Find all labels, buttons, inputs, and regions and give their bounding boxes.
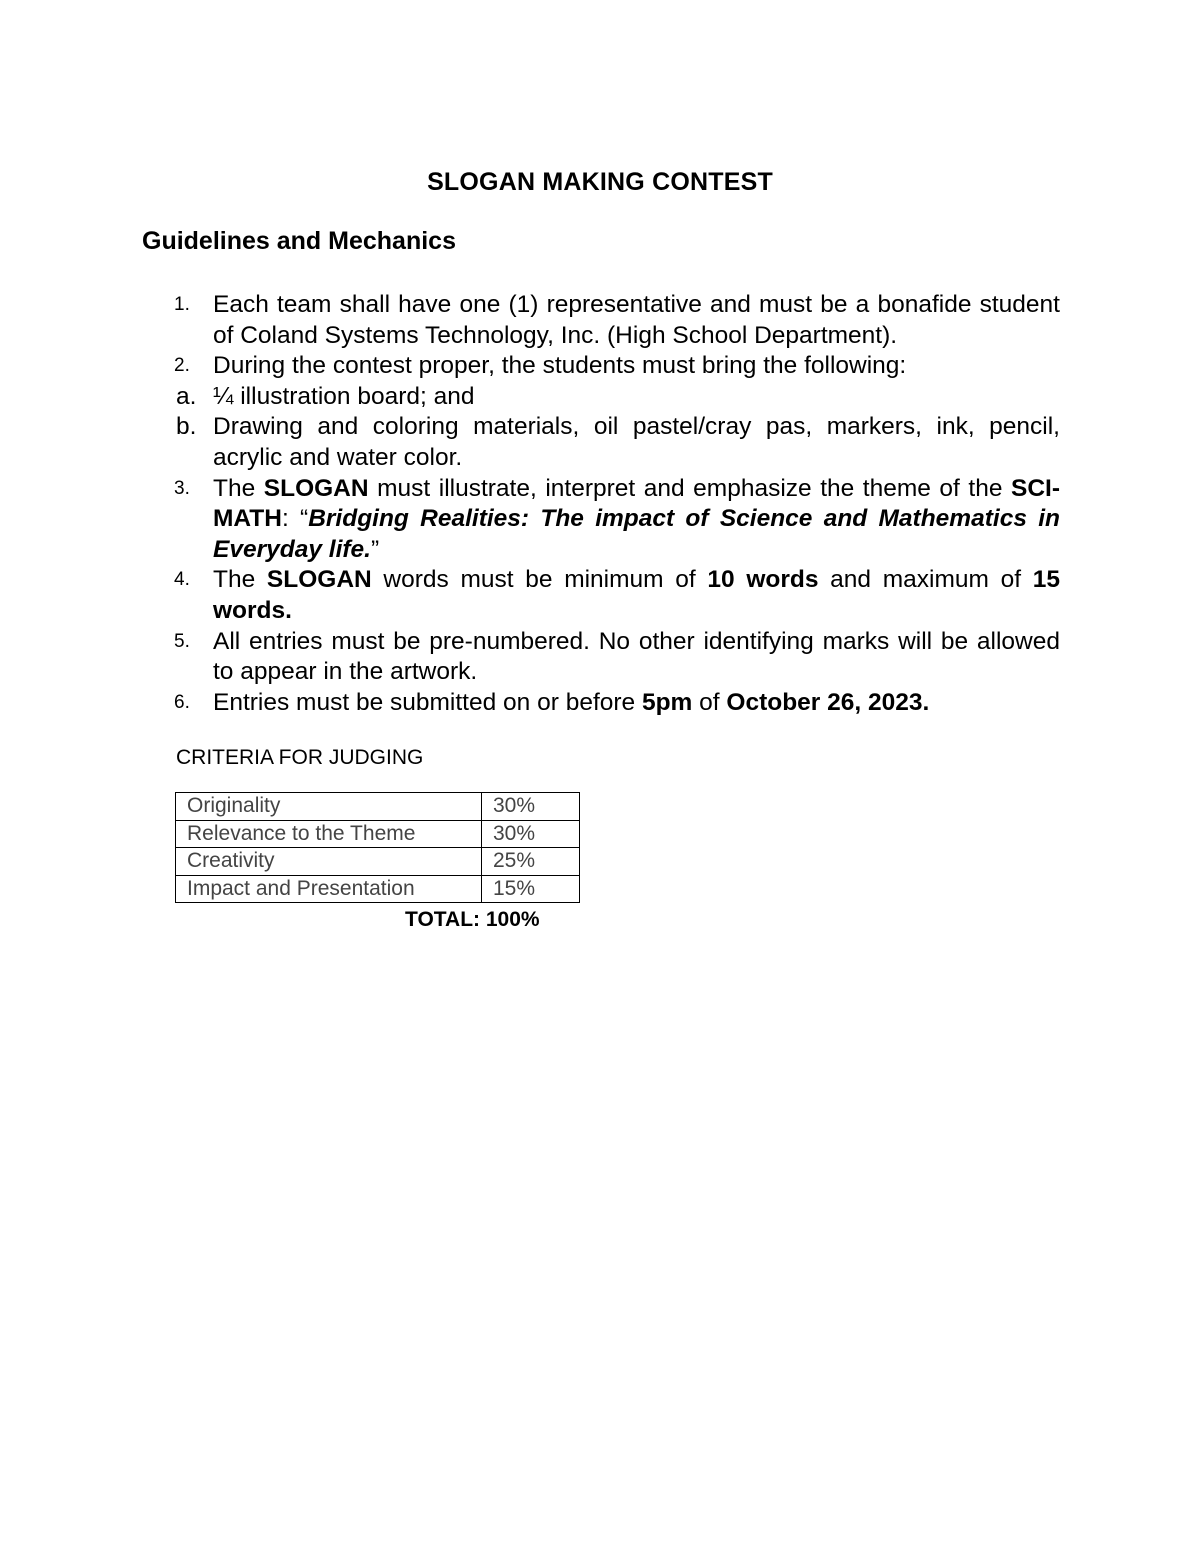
list-marker: 1. xyxy=(174,294,190,315)
list-item xyxy=(140,565,1060,626)
table-row xyxy=(176,848,580,876)
text-run: Drawing and coloring materials, oil pastel/cray pas, markers, ink, pencil, acrylic and water color. xyxy=(213,413,1060,471)
text-run: During the contest proper, the students must bring the following: xyxy=(213,352,907,380)
text-run: 15 words. xyxy=(213,566,1060,624)
list-item-text xyxy=(213,688,1060,719)
text-run: and maximum of xyxy=(818,566,1033,594)
list-item-text xyxy=(213,290,1060,351)
list-item xyxy=(140,627,1060,688)
criterion-cell: Impact and Presentation xyxy=(176,875,482,903)
text-run: 10 words xyxy=(707,566,819,594)
criterion-cell: Relevance to the Theme xyxy=(176,820,482,848)
text-run: October 26, 2023. xyxy=(726,688,930,716)
list-item xyxy=(140,382,1060,413)
criteria-table xyxy=(175,792,580,903)
text-run: words must be minimum of xyxy=(371,566,708,594)
criteria-heading: CRITERIA FOR JUDGING xyxy=(176,746,424,769)
text-run: SLOGAN xyxy=(263,474,369,502)
weight-cell: 25% xyxy=(482,848,580,876)
list-item-text xyxy=(213,412,1060,473)
list-item xyxy=(140,688,1060,719)
list-marker: 5. xyxy=(174,630,190,652)
list-item-text xyxy=(213,474,1060,566)
list-item xyxy=(140,474,1060,566)
list-item xyxy=(140,351,1060,382)
weight-cell: 30% xyxy=(482,820,580,848)
text-run: The xyxy=(213,474,264,502)
text-run: SCI-MATH xyxy=(213,474,1060,533)
criterion-cell: Creativity xyxy=(176,848,482,876)
guidelines-list xyxy=(140,290,1060,718)
list-marker: 6. xyxy=(174,691,190,713)
text-run: Bridging Realities: The impact of Science and Mathematics in Everyday life. xyxy=(213,505,1060,563)
criteria-total: TOTAL: 100% xyxy=(405,908,540,931)
text-run: The xyxy=(213,566,267,594)
list-marker: 4. xyxy=(174,569,190,591)
list-marker: 3. xyxy=(174,477,190,499)
criterion-cell: Originality xyxy=(176,793,482,821)
text-run: of xyxy=(692,688,727,716)
text-run: All entries must be pre-numbered. No other identifying marks will be allowed to appear in the artwork. xyxy=(213,627,1060,686)
text-run: 5pm xyxy=(641,688,693,716)
list-item-text xyxy=(213,565,1060,626)
text-run: Entries must be submitted on or before xyxy=(213,688,642,716)
list-marker: a. xyxy=(176,382,197,410)
table-row xyxy=(176,875,580,903)
document-title: SLOGAN MAKING CONTEST xyxy=(427,168,773,196)
text-run: ¼ illustration board; and xyxy=(213,382,475,410)
text-run: : “ xyxy=(281,505,309,533)
text-run: must illustrate, interpret and emphasize the theme of the xyxy=(368,474,1011,502)
list-item-text xyxy=(213,382,1060,413)
text-run: Each team shall have one (1) representative and must be a bonafide student of Coland Systems Technology, Inc. (High School Department). xyxy=(213,291,1060,349)
list-item-text xyxy=(213,627,1060,688)
weight-cell: 30% xyxy=(482,793,580,821)
list-item-text xyxy=(213,351,1060,382)
list-item xyxy=(140,412,1060,473)
text-run: ” xyxy=(370,535,380,563)
table-row xyxy=(176,793,580,821)
text-run: SLOGAN xyxy=(266,566,372,594)
list-marker: 2. xyxy=(174,355,190,377)
section-heading-guidelines: Guidelines and Mechanics xyxy=(142,227,456,255)
list-item xyxy=(140,290,1060,351)
table-row xyxy=(176,820,580,848)
weight-cell: 15% xyxy=(482,875,580,903)
list-marker: b. xyxy=(176,413,197,441)
